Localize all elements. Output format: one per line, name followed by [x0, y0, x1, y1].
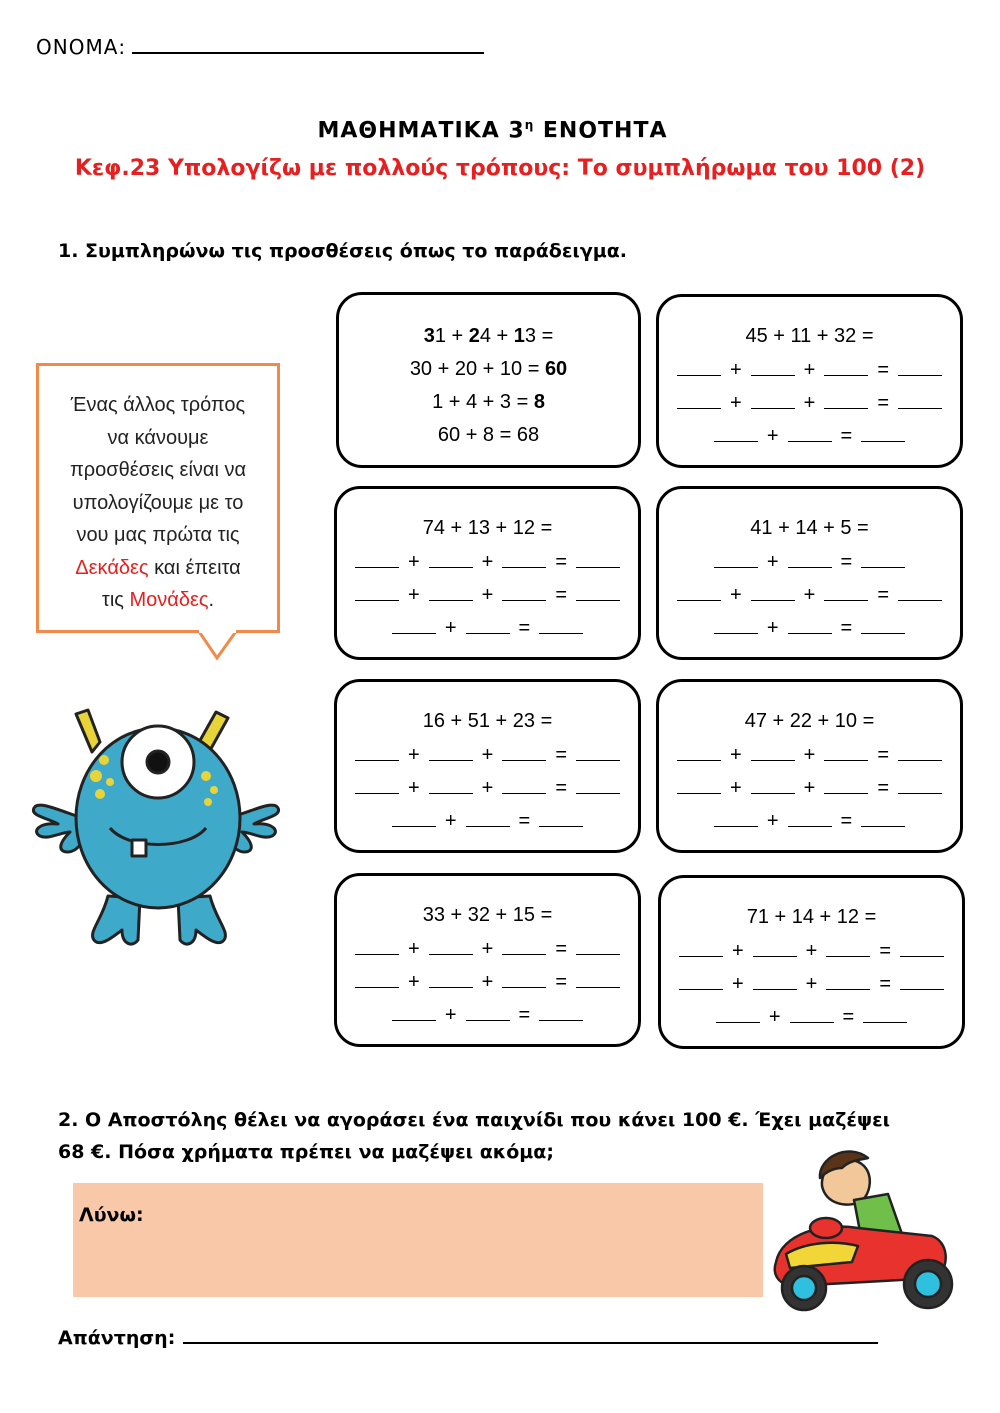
tens-word: Δεκάδες — [75, 556, 149, 579]
exercise-expression: 74 + 13 + 12 = — [422, 517, 553, 539]
answer-blank[interactable] — [466, 810, 510, 827]
name-field — [36, 34, 484, 59]
answer-blank[interactable] — [788, 617, 832, 634]
answer-row: + + = — [659, 772, 960, 805]
answer-blank[interactable] — [751, 392, 795, 409]
answer-blank[interactable] — [576, 551, 620, 568]
answer-row: + + = — [659, 739, 960, 772]
answer-blank[interactable] — [716, 1006, 760, 1023]
answer-blank[interactable] — [861, 810, 905, 827]
example-line-1: 31 + 24 + 13 = — [423, 325, 554, 347]
answer-row: + + = — [337, 966, 638, 999]
answer-blank[interactable] — [898, 777, 942, 794]
name-label: ΟΝΟΜΑ: — [36, 35, 127, 59]
answer-blank[interactable] — [861, 425, 905, 442]
answer-blank[interactable] — [679, 973, 723, 990]
answer-label: Απάντηση: — [58, 1327, 176, 1349]
callout-tail — [195, 630, 245, 662]
answer-blank[interactable] — [677, 392, 721, 409]
answer-row: + = — [337, 805, 638, 838]
answer-blank[interactable] — [502, 551, 546, 568]
answer-blank[interactable] — [576, 584, 620, 601]
answer-blank[interactable] — [466, 617, 510, 634]
kid-on-car-illustration — [762, 1138, 962, 1316]
example-line-3: 1 + 4 + 3 = 8 — [432, 391, 545, 413]
answer-row: + = — [661, 1001, 962, 1034]
answer-row: + + = — [337, 739, 638, 772]
answer-row: + + = — [659, 387, 960, 420]
answer-blank[interactable] — [355, 938, 399, 955]
answer-blank[interactable] — [898, 744, 942, 761]
answer-blank[interactable] — [502, 584, 546, 601]
answer-blank[interactable] — [788, 425, 832, 442]
exercise-box — [656, 294, 963, 468]
solve-area[interactable] — [73, 1183, 763, 1297]
answer-row: + = — [659, 420, 960, 453]
answer-row: + + = — [661, 935, 962, 968]
answer-row: + = — [659, 546, 960, 579]
answer-blank[interactable] — [751, 744, 795, 761]
answer-blank[interactable] — [898, 359, 942, 376]
answer-blank[interactable] — [677, 584, 721, 601]
answer-blank[interactable] — [429, 744, 473, 761]
answer-blank[interactable] — [355, 777, 399, 794]
exercise-box — [334, 486, 641, 660]
answer-blank[interactable] — [502, 938, 546, 955]
answer-row: + + = — [659, 354, 960, 387]
exercise-expression: 16 + 51 + 23 = — [422, 710, 553, 732]
answer-blank[interactable] — [677, 359, 721, 376]
answer-blank[interactable] — [355, 744, 399, 761]
answer-blank[interactable] — [355, 971, 399, 988]
answer-blank[interactable] — [900, 973, 944, 990]
answer-blank[interactable] — [751, 584, 795, 601]
answer-blank[interactable] — [898, 392, 942, 409]
answer-blank[interactable] — [714, 551, 758, 568]
answer-row: + + = — [337, 933, 638, 966]
answer-blank[interactable] — [429, 551, 473, 568]
answer-row: + + = — [661, 968, 962, 1001]
answer-field — [58, 1326, 878, 1349]
answer-blank[interactable] — [861, 551, 905, 568]
answer-blank[interactable] — [576, 971, 620, 988]
exercise-expression: 47 + 22 + 10 = — [744, 710, 875, 732]
example-box — [336, 292, 641, 468]
exercise-box — [658, 875, 965, 1049]
answer-blank[interactable] — [898, 584, 942, 601]
solve-label: Λύνω: — [79, 1204, 144, 1226]
answer-blank[interactable] — [753, 940, 797, 957]
answer-blank[interactable] — [753, 973, 797, 990]
answer-row: + + = — [659, 579, 960, 612]
example-line-4: 60 + 8 = 68 — [437, 424, 540, 446]
answer-row: + = — [337, 612, 638, 645]
answer-row: + + = — [337, 546, 638, 579]
example-line-2: 30 + 20 + 10 = 60 — [409, 358, 568, 380]
answer-blank[interactable] — [576, 777, 620, 794]
answer-blank[interactable] — [539, 810, 583, 827]
answer-blank[interactable] — [539, 617, 583, 634]
answer-blank[interactable] — [900, 940, 944, 957]
exercise-expression: 71 + 14 + 12 = — [746, 906, 877, 928]
page-subtitle: Κεφ.23 Υπολογίζω με πολλούς τρόπους: Το συμπλήρωμα του 100 (2) — [74, 156, 926, 181]
answer-blank[interactable] — [824, 584, 868, 601]
answer-blank[interactable] — [861, 617, 905, 634]
page-title: ΜΑΘΗΜΑΤΙΚΑ $3^\eta$ ΕΝΟΤΗΤΑ — [317, 118, 668, 144]
answer-row: + = — [659, 805, 960, 838]
answer-blank[interactable] — [751, 777, 795, 794]
name-blank[interactable] — [132, 34, 484, 54]
exercise-box — [334, 679, 641, 853]
answer-row: + + = — [337, 579, 638, 612]
answer-blank[interactable] — [824, 744, 868, 761]
hint-callout: Ένας άλλος τρόπος να κάνουμε προσθέσεις είναι να υπολογίζουμε με το νου μας πρώτα τις Δεκάδες και έπειτα τις Μονάδες. — [36, 363, 280, 633]
answer-blank[interactable] — [392, 810, 436, 827]
answer-blank[interactable] — [429, 777, 473, 794]
answer-blank[interactable] — [863, 1006, 907, 1023]
answer-blank[interactable] — [466, 1004, 510, 1021]
answer-blank[interactable] — [824, 392, 868, 409]
answer-blank[interactable] — [788, 551, 832, 568]
answer-blank[interactable] — [714, 617, 758, 634]
answer-blank[interactable] — [824, 359, 868, 376]
answer-blank[interactable] — [392, 617, 436, 634]
exercise-expression: 41 + 14 + 5 = — [750, 517, 869, 539]
monster-illustration — [28, 700, 290, 962]
answer-blank[interactable] — [677, 744, 721, 761]
answer-blank[interactable] — [826, 940, 870, 957]
answer-blank[interactable] — [392, 1004, 436, 1021]
answer-blank[interactable] — [502, 744, 546, 761]
answer-blank[interactable] — [677, 777, 721, 794]
exercise1-prompt: 1. Συμπληρώνω τις προσθέσεις όπως το παράδειγμα. — [58, 240, 628, 262]
answer-blank[interactable] — [502, 971, 546, 988]
exercise-box — [656, 486, 963, 660]
answer-blank[interactable] — [714, 425, 758, 442]
answer-blank[interactable] — [539, 1004, 583, 1021]
exercise-expression: 45 + 11 + 32 = — [745, 325, 874, 347]
answer-blank[interactable] — [429, 584, 473, 601]
answer-blank[interactable] — [826, 973, 870, 990]
answer-row: + = — [337, 999, 638, 1032]
answer-row: + + = — [337, 772, 638, 805]
answer-blank[interactable] — [790, 1006, 834, 1023]
answer-blank[interactable] — [576, 744, 620, 761]
answer-row: + = — [659, 612, 960, 645]
exercise-expression: 33 + 32 + 15 = — [422, 904, 553, 926]
answer-blank[interactable] — [714, 810, 758, 827]
answer-blank[interactable] — [355, 584, 399, 601]
answer-blank[interactable] — [183, 1326, 878, 1344]
answer-blank[interactable] — [429, 971, 473, 988]
answer-blank[interactable] — [502, 777, 546, 794]
exercise2-prompt: 2. Ο Αποστόλης θέλει να αγοράσει ένα παιχνίδι που κάνει 100 €. Έχει μαζέψει 68 €. Πόσα χρήματα πρέπει να μαζέψει ακόμα; — [58, 1109, 891, 1163]
exercise-box — [334, 873, 641, 1047]
exercise-box — [656, 679, 963, 853]
answer-blank[interactable] — [355, 551, 399, 568]
answer-blank[interactable] — [429, 938, 473, 955]
answer-blank[interactable] — [751, 359, 795, 376]
answer-blank[interactable] — [679, 940, 723, 957]
answer-blank[interactable] — [824, 777, 868, 794]
answer-blank[interactable] — [576, 938, 620, 955]
answer-blank[interactable] — [788, 810, 832, 827]
units-word: Μονάδες — [129, 589, 209, 611]
